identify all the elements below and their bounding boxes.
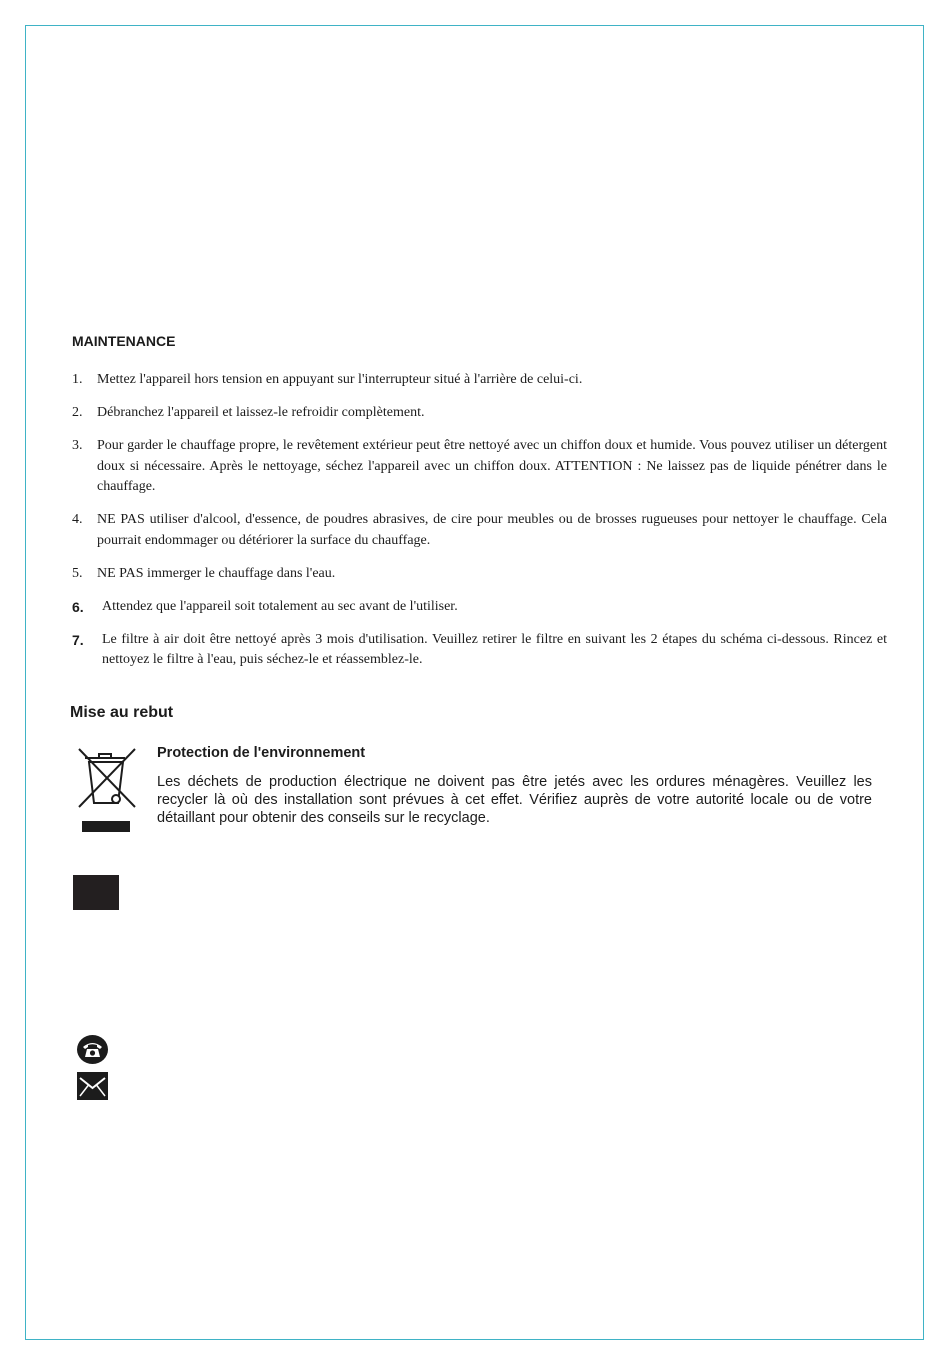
list-item [72, 403, 887, 424]
list-item [72, 510, 887, 551]
list-item [72, 436, 887, 498]
item-number: 4. [72, 512, 83, 527]
item-number: 6. [72, 598, 84, 615]
envelope-icon [77, 1072, 108, 1100]
telephone-icon [76, 1034, 109, 1065]
list-item [72, 597, 887, 618]
maintenance-list [72, 370, 887, 683]
maintenance-heading: MAINTENANCE [72, 333, 176, 349]
item-number: 2. [72, 405, 83, 420]
item-number: 7. [72, 631, 84, 648]
item-number: 1. [72, 372, 83, 387]
black-block [73, 875, 119, 910]
environment-text: Les déchets de production électrique ne doivent pas être jetés avec les ordures ménagères. Veuillez les recycler là où des installation sont prévues à cet effet. Vérifiez auprès de votre autorité locale ou de votre détaillant pour obtenir des conseils sur le recyclage. [157, 774, 872, 826]
item-text: NE PAS utiliser d'alcool, d'essence, de poudres abrasives, de cire pour meubles ou de brosses rugueuses pour nettoyer le chauffage. Cela pourrait endommager ou détériorer la surface du chauffage. [97, 512, 887, 548]
list-item [72, 370, 887, 391]
item-text: Attendez que l'appareil soit totalement au sec avant de l'utiliser. [102, 598, 458, 614]
item-text: NE PAS immerger le chauffage dans l'eau. [97, 565, 336, 581]
item-number: 5. [72, 565, 83, 581]
item-text: Mettez l'appareil hors tension en appuyant sur l'interrupteur situé à l'arrière de celui-ci. [97, 372, 583, 387]
list-item [72, 564, 887, 585]
disposal-heading: Mise au rebut [70, 704, 174, 721]
item-text: Débranchez l'appareil et laissez-le refroidir complètement. [97, 405, 425, 420]
environment-heading: Protection de l'environnement [157, 745, 366, 761]
item-number: 3. [72, 438, 83, 453]
item-text: Le filtre à air doit être nettoyé après 3 mois d'utilisation. Veuillez retirer le filtre en suivant les 2 étapes du schéma ci-dessous. Rincez et nettoyez le filtre à l'eau, puis séchez-le et réassemblez-le. [102, 631, 887, 667]
item-text: Pour garder le chauffage propre, le revêtement extérieur peut être nettoyé avec un chiffon doux et humide. Vous pouvez utiliser un détergent doux si nécessaire. Après le nettoyage, séchez l'appareil avec un chiffon doux. ATTENTION : Ne laissez pas de liquide pénétrer dans le chauffage. [97, 438, 887, 494]
crossed-out-wheelie-bin-icon [77, 745, 137, 835]
list-item [72, 630, 887, 671]
